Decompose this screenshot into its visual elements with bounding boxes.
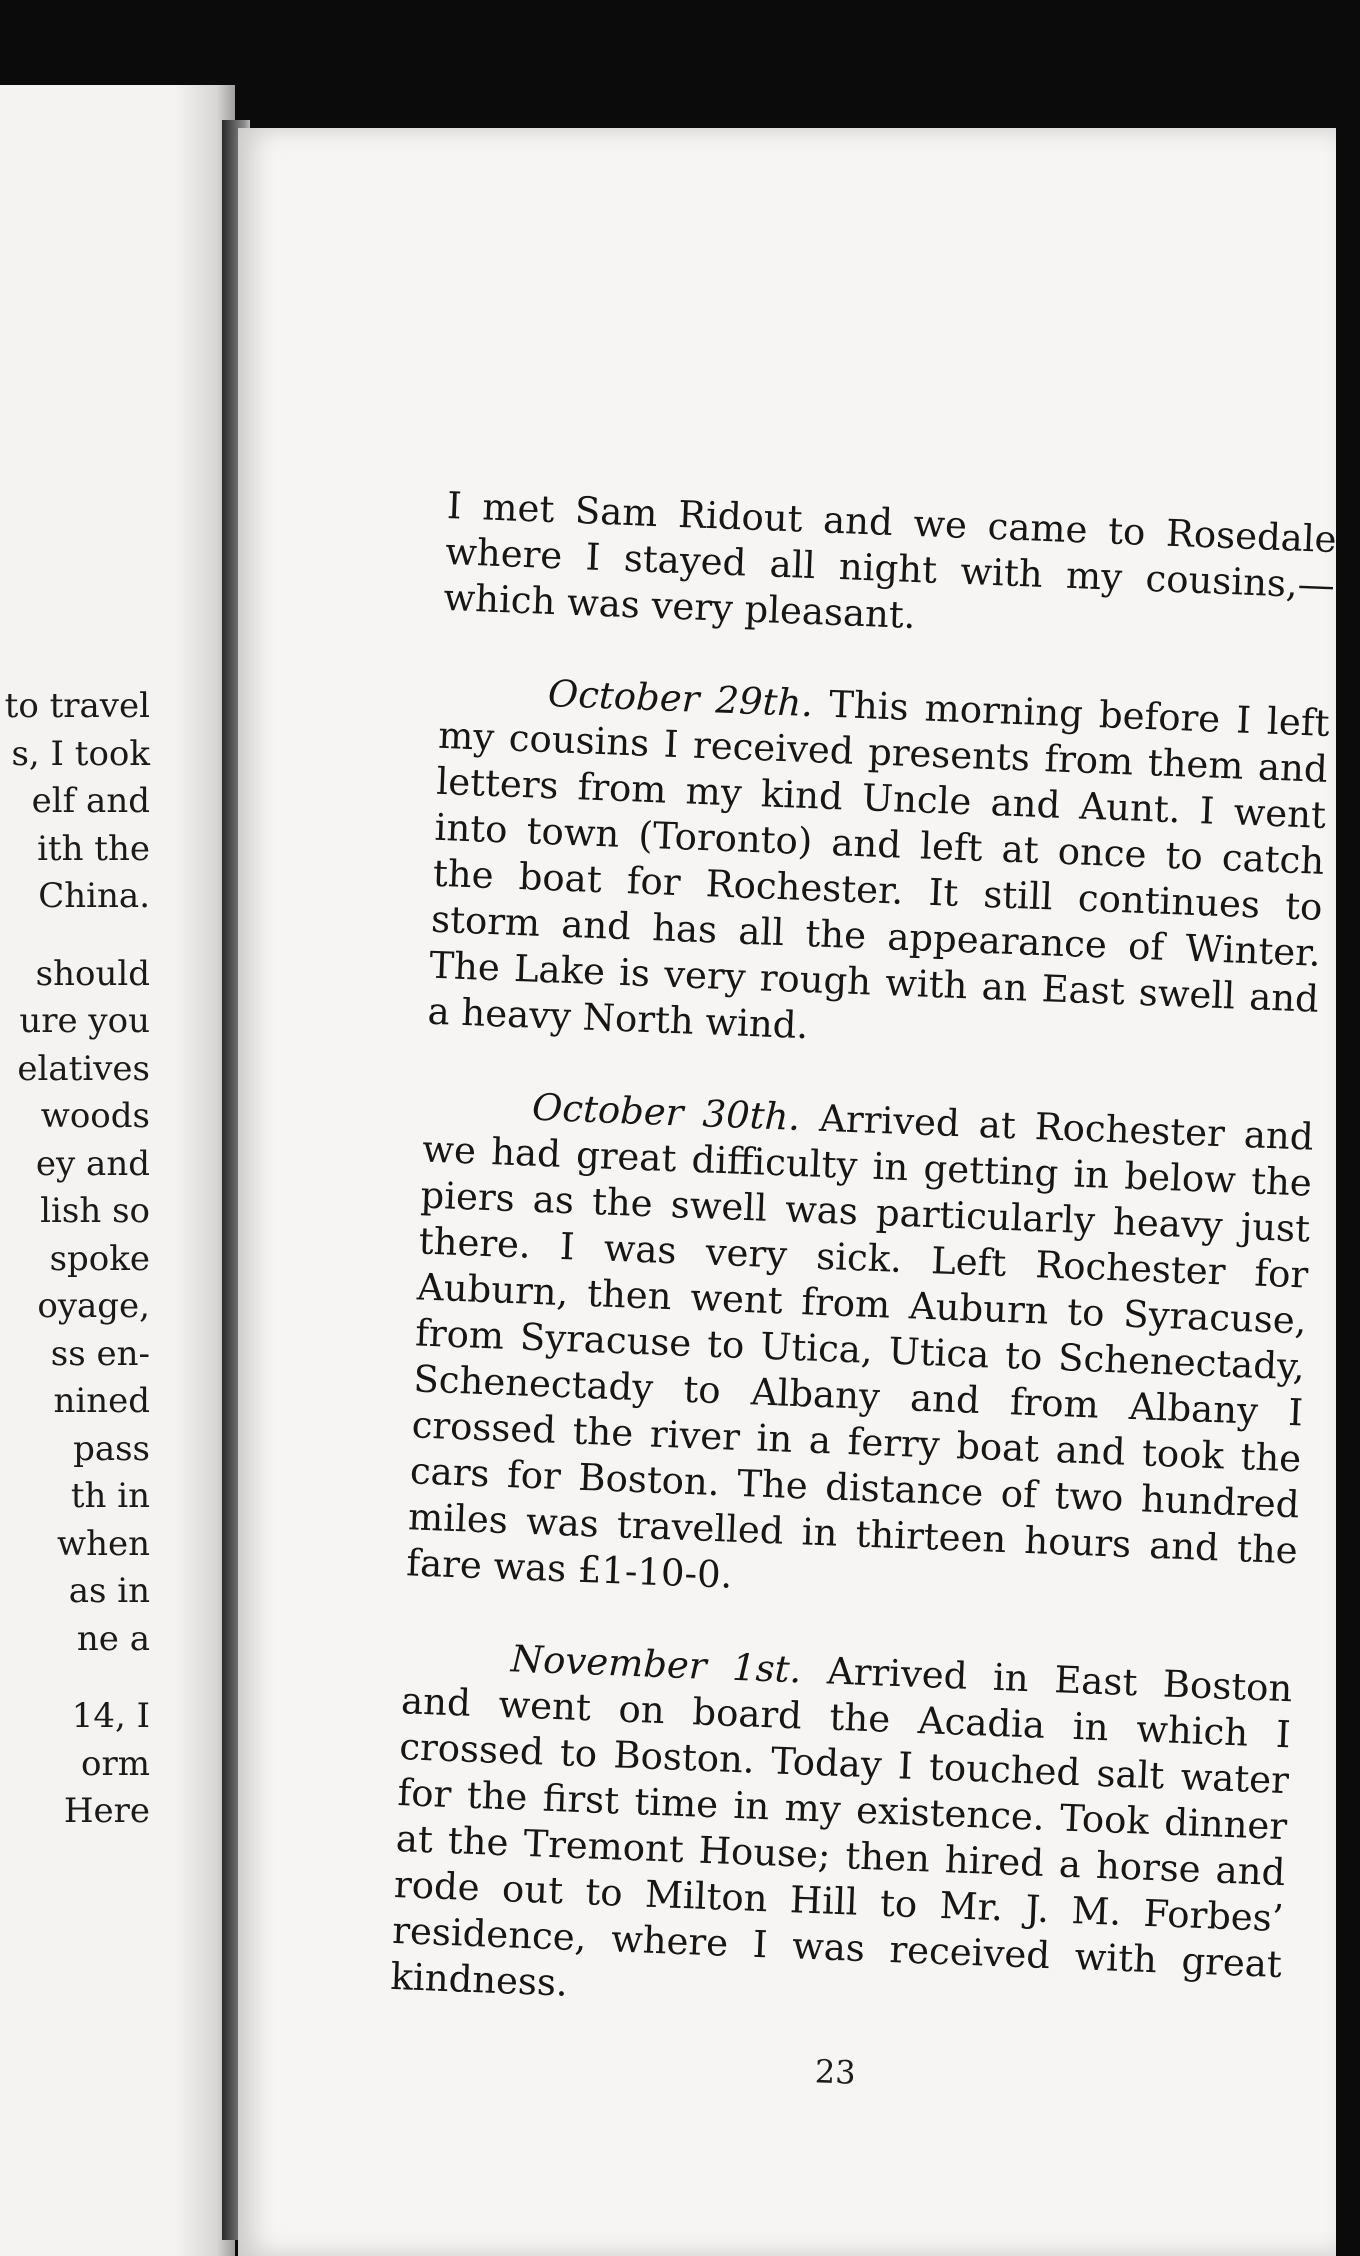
left-line: Here (63, 1791, 150, 1831)
left-line: to travel (4, 686, 150, 726)
paragraph (406, 1081, 1315, 1621)
left-line: oyage, (37, 1286, 150, 1326)
page-body (388, 483, 1338, 2092)
left-line: ey and (35, 1143, 150, 1184)
left-line: woods (40, 1096, 150, 1136)
entry-date: October 30th. (531, 1085, 801, 1139)
paragraph-text: Arrived in East Boston and went on board the Acadia in which I crossed to Boston. Today I touched salt water for the first time in my existence. Took dinner at the Tremont House; then hired a horse and rode out to Milton Hill to Mr. J. M. Forbes’ residence, where I was received with great kindness. (389, 1649, 1294, 2005)
right-page (238, 128, 1336, 2256)
left-line: ith the (37, 828, 150, 869)
left-line: elf and (31, 781, 150, 821)
left-line: pass (73, 1428, 150, 1469)
page-number: 23 (814, 2052, 857, 2092)
left-line: s, I took (11, 733, 150, 774)
paragraph (443, 483, 1338, 655)
left-line: when (56, 1523, 150, 1564)
left-line: ss en- (50, 1333, 150, 1374)
left-line: as in (68, 1571, 150, 1611)
paragraph-text: Arrived at Rochester and we had great difficulty in getting in below the piers as the swell was particularly heavy just there. I was very sick. Left Rochester for Auburn, then went from Auburn to Syracuse, from Syracuse to Utica, Utica to Schenectady, Schenectady to Albany and from Albany I crossed the river in a ferry boat and took the cars for Boston. The distance of two hundred miles was travelled in thirteen hours and the fare was £1-10-0. (405, 1096, 1315, 1597)
left-line: lish so (40, 1191, 150, 1231)
entry-date: November 1st. (510, 1637, 803, 1692)
paragraph-text: This morning before I left my cousins I received presents from them and letters from my kind Uncle and Aunt. I went into town (Toronto) and left at once to catch the boat for Rochester. It still continues to storm and has all the appearance of Winter. The Lake is very rough with an East swell and a heavy North wind. (426, 682, 1331, 1048)
left-page (0, 85, 235, 2256)
left-line: elatives (17, 1048, 150, 1089)
paragraph (390, 1632, 1293, 2034)
paragraph-text: I met Sam Ridout and we came to Rosedale where I stayed all night with my cousins,— which was very pleasant. (442, 483, 1338, 638)
left-line: th in (70, 1476, 150, 1516)
left-line: spoke (49, 1238, 150, 1279)
left-line: ne a (76, 1618, 150, 1659)
left-line: nined (53, 1381, 150, 1421)
left-line: ure you (19, 1001, 150, 1041)
left-line: orm (81, 1743, 150, 1784)
left-line: China. (38, 876, 150, 916)
left-line: 14, I (71, 1696, 150, 1736)
paragraph (427, 667, 1330, 1069)
left-line: should (35, 953, 150, 994)
entry-date: October 29th. (547, 672, 814, 726)
